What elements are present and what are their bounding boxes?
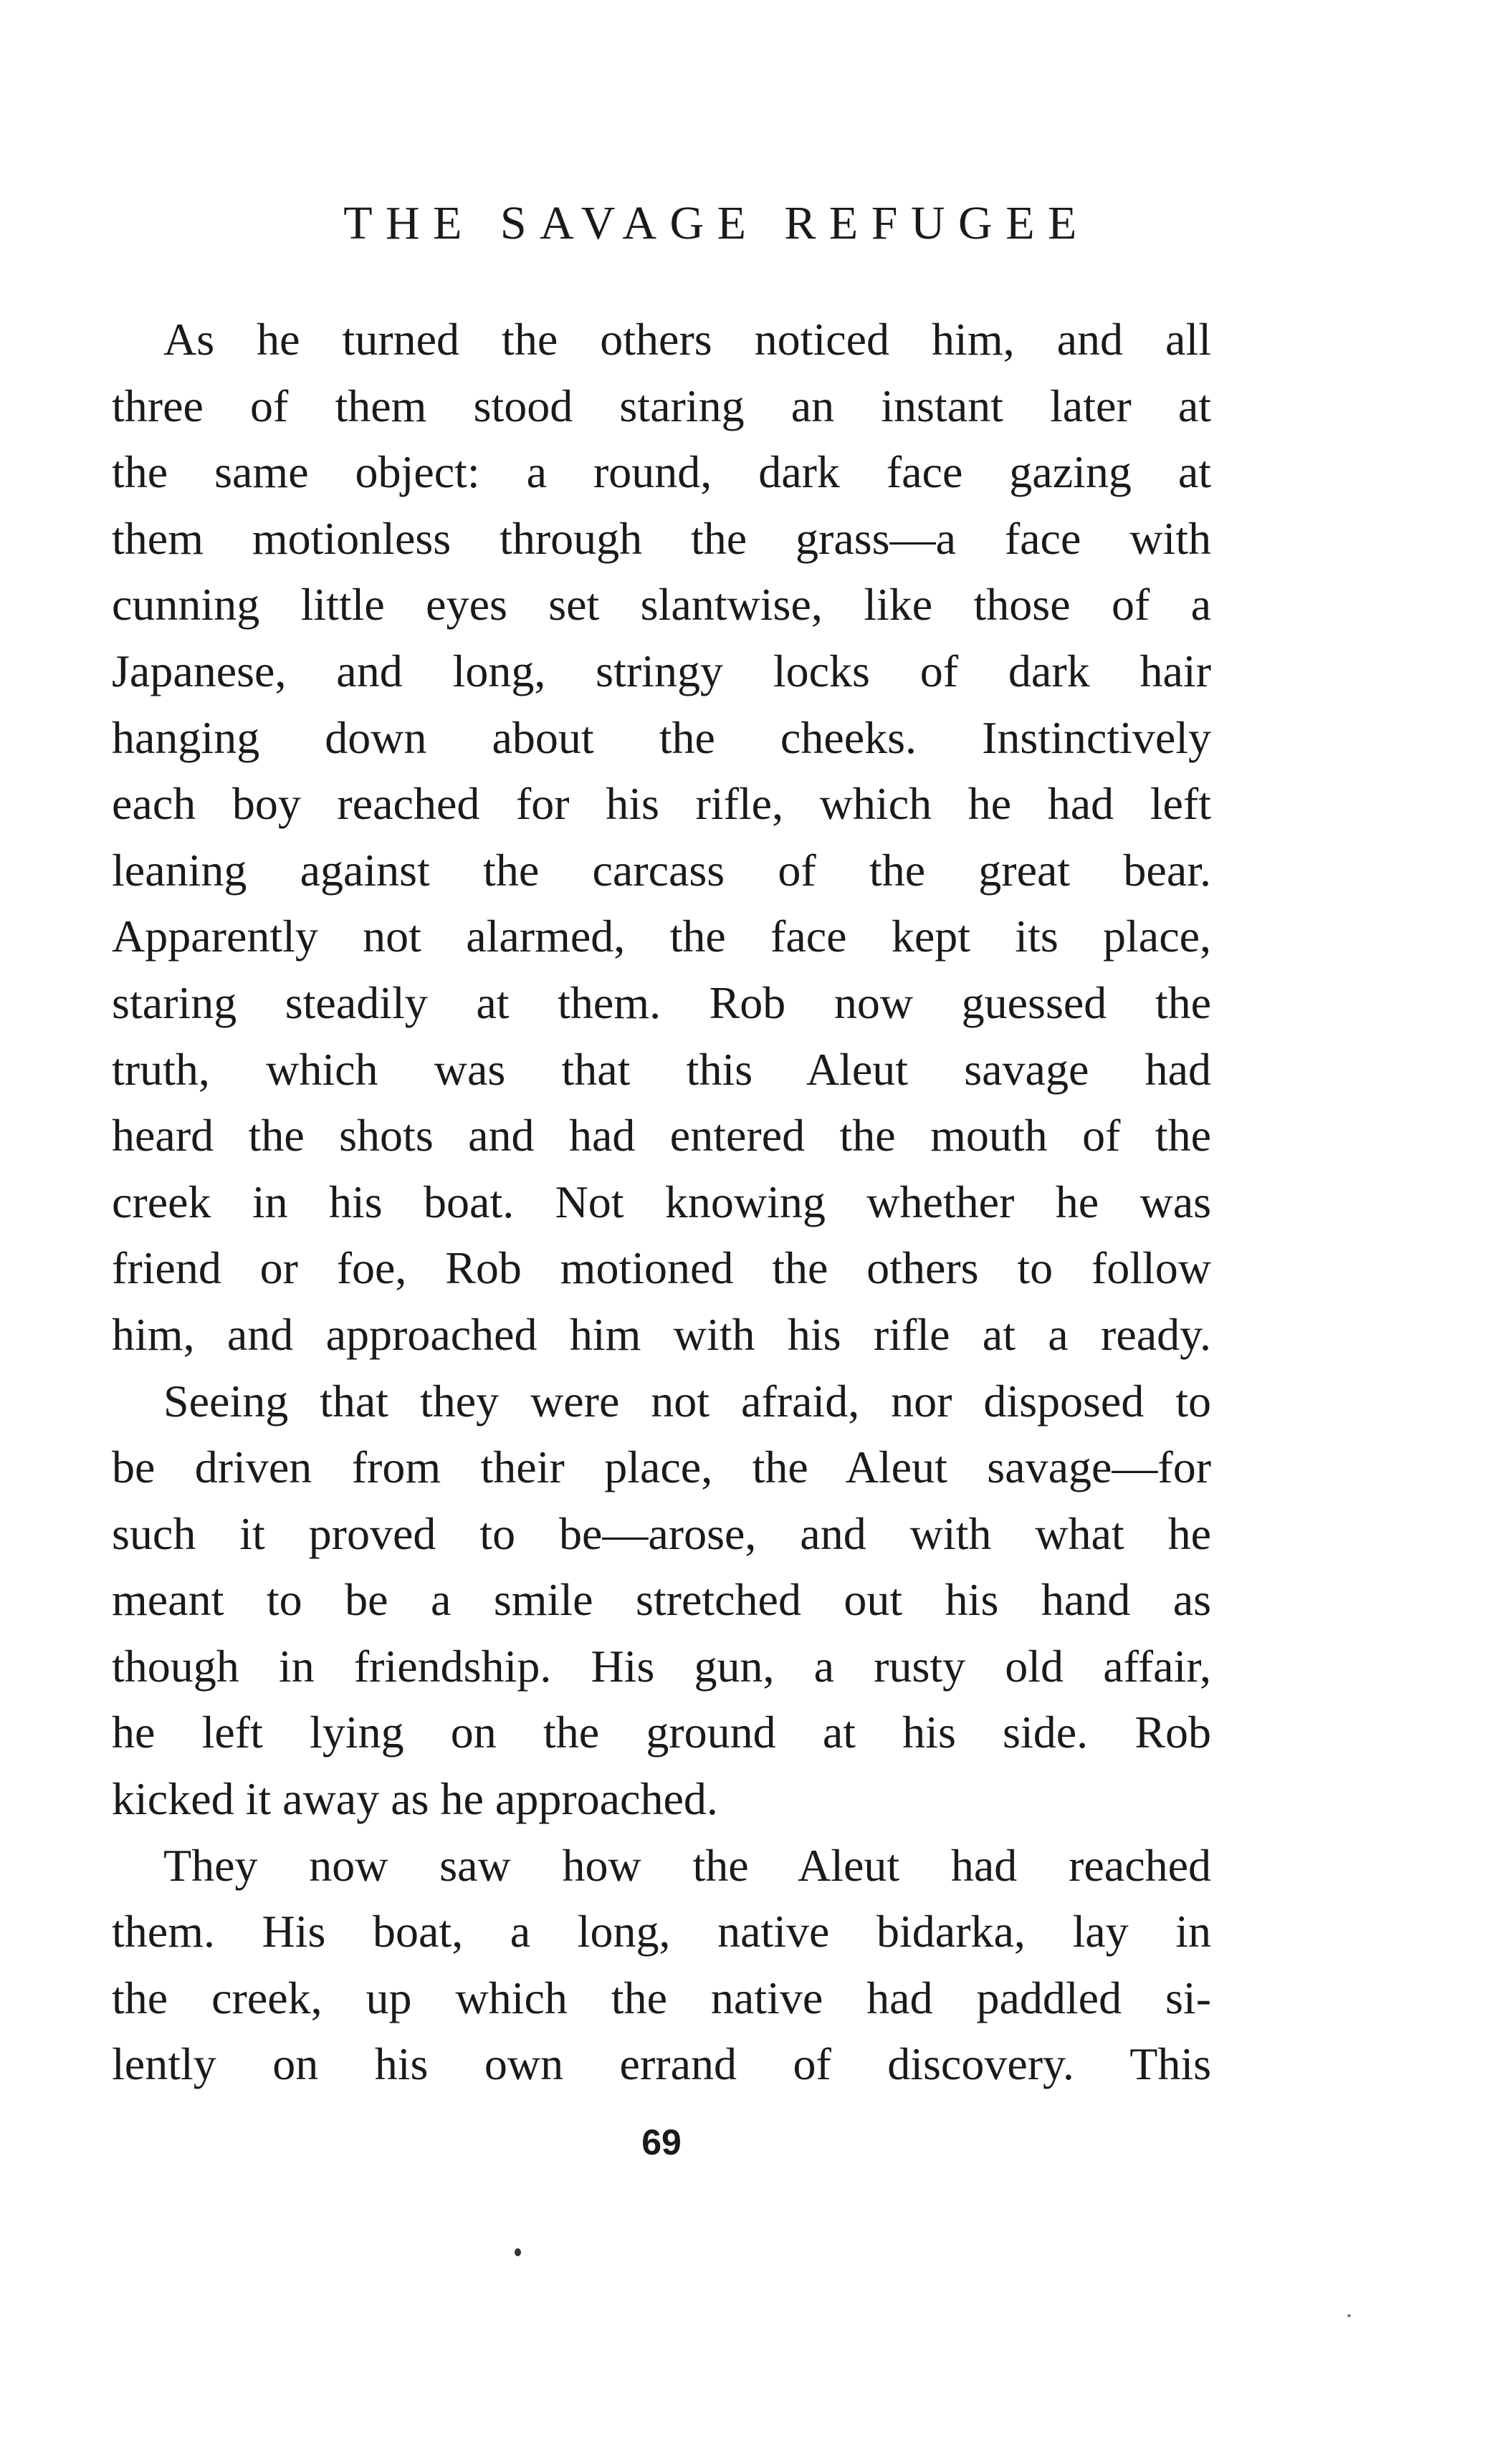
text-line: he left lying on the ground at his side. Rob — [112, 1707, 1211, 1758]
text-line: Apparently not alarmed, the face kept its place, — [112, 911, 1211, 962]
text-line: kicked it away as he approached. — [112, 1773, 718, 1825]
ink-speck — [1347, 2314, 1351, 2317]
text-line: him, and approached him with his rifle at a ready. — [112, 1308, 1211, 1360]
text-line: the creek, up which the native had paddled si- — [112, 1972, 1211, 2023]
text-line: them motionless through the grass—a face with — [112, 512, 1211, 564]
text-line: three of them stood staring an instant later at — [112, 380, 1211, 431]
text-line: staring steadily at them. Rob now guessed the — [112, 977, 1211, 1028]
text-line: them. His boat, a long, native bidarka, lay in — [112, 1906, 1211, 1957]
running-head: THE SAVAGE REFUGEE — [343, 197, 1090, 249]
text-line: Seeing that they were not afraid, nor disposed to — [163, 1375, 1211, 1427]
text-line: hanging down about the cheeks. Instinctively — [112, 711, 1211, 763]
paragraph-1 — [112, 307, 1211, 1368]
text-line: They now saw how the Aleut had reached — [163, 1839, 1211, 1891]
text-line: each boy reached for his rifle, which he had left — [112, 778, 1211, 830]
page-number: 69 — [641, 2122, 682, 2162]
text-line: such it proved to be—arose, and with what he — [112, 1507, 1211, 1559]
text-line: Japanese, and long, stringy locks of dark hair — [112, 645, 1211, 696]
text-line: the same object: a round, dark face gazing at — [112, 446, 1211, 498]
text-line: creek in his boat. Not knowing whether he was — [112, 1176, 1211, 1227]
text-line: lently on his own errand of discovery. This — [112, 2038, 1211, 2090]
paragraph-3 — [112, 1833, 1211, 2098]
body-text — [112, 307, 1211, 2098]
ink-speck — [515, 2248, 521, 2256]
text-line: cunning little eyes set slantwise, like those of a — [112, 579, 1211, 631]
text-line: meant to be a smile stretched out his hand as — [112, 1574, 1211, 1626]
text-line: friend or foe, Rob motioned the others to follow — [112, 1242, 1211, 1294]
text-line: leaning against the carcass of the great bear. — [112, 844, 1211, 896]
text-line: As he turned the others noticed him, and all — [163, 314, 1211, 365]
text-line: truth, which was that this Aleut savage had — [112, 1043, 1211, 1095]
paragraph-2 — [112, 1368, 1211, 1833]
text-line: be driven from their place, the Aleut savage—for — [112, 1442, 1211, 1493]
text-line: heard the shots and had entered the mouth of the — [112, 1110, 1211, 1161]
text-line: though in friendship. His gun, a rusty old affair, — [112, 1640, 1211, 1692]
